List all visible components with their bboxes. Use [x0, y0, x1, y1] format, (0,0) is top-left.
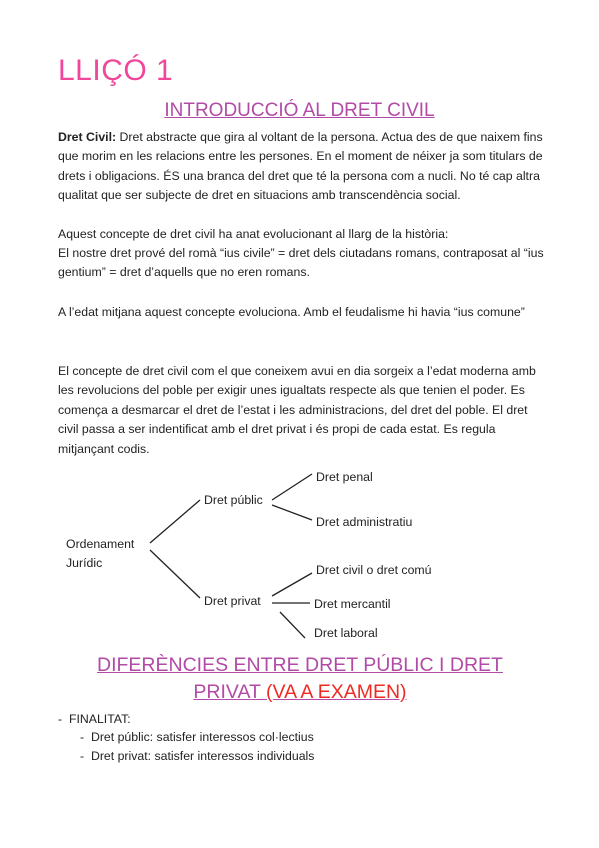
paragraph-middle-ages: A l’edat mitjana aquest concepte evoluciona. Amb el feudalisme hi havia “ius comune”	[58, 305, 525, 319]
definition-text: Dret abstracte que gira al voltant de la persona. Actua des de que naixem fins que morim en les relacions entre les persones. En el moment de néixer ja som titulars de drets i obligacions. ÉS una branca del dret que té la persona com a nucli. No té cap altra qualitat que ser subjecte de dret en situacions amb transcendència social.	[58, 130, 543, 203]
list-subitem-public	[80, 730, 314, 744]
list-item-finalitat	[58, 712, 131, 726]
branch-public-admin	[272, 505, 312, 520]
tree-root-line2: Jurídic	[66, 556, 103, 570]
section-heading-differences	[40, 652, 560, 706]
exam-note: (VA A EXAMEN)	[266, 681, 407, 703]
tree-node-public: Dret públic	[204, 493, 263, 507]
list-subitem-private	[80, 749, 314, 763]
branch-public-penal	[272, 474, 312, 500]
tree-leaf-penal: Dret penal	[316, 470, 373, 484]
tree-leaf-mercantil: Dret mercantil	[314, 597, 391, 611]
page-title: LLIÇÓ 1	[58, 54, 174, 87]
tree-leaf-civil: Dret civil o dret comú	[316, 563, 432, 577]
branch-root-public	[150, 500, 200, 543]
heading-line2	[40, 679, 560, 706]
list-subitem-label: Dret públic: satisfer interessos col·lectius	[90, 730, 314, 744]
section-heading-intro: INTRODUCCIÓ AL DRET CIVIL	[164, 100, 435, 121]
bullet-dash-icon: -	[58, 712, 69, 726]
tree-leaf-laboral: Dret laboral	[314, 626, 378, 640]
list-item-label: FINALITAT:	[68, 712, 131, 726]
branch-root-private	[150, 550, 200, 598]
branch-private-civil	[272, 573, 312, 596]
paragraph-modern-age: El concepte de dret civil com el que coneixem avui en dia sorgeix a l’edat moderna amb les revolucions del poble per exigir unes igualtats respecte als que tenien el poder. Es comença a desmarcar el dret de l’estat i les administracions, del dret del poble. El dret civil passa a ser indentificat amb el dret privat i és propi de cada estat. Es regula mitjançant codis.	[58, 364, 536, 456]
branch-private-laboral	[280, 612, 305, 638]
tree-leaf-admin: Dret administratiu	[316, 515, 413, 529]
heading-line2-text: PRIVAT	[193, 681, 267, 703]
heading-line1: DIFERÈNCIES ENTRE DRET PÚBLIC I DRET	[97, 654, 503, 676]
tree-node-private: Dret privat	[204, 594, 261, 608]
paragraph-roman-law: El nostre dret prové del romà “ius civile” = dret dels ciutadans romans, contraposat al “ius gentium” = dret d’aquells que no eren romans.	[58, 246, 544, 280]
paragraph-evolution: Aquest concepte de dret civil ha anat evolucionant al llarg de la història:	[58, 227, 449, 241]
tree-root-line1: Ordenament	[66, 537, 135, 551]
bullet-dash-icon: -	[80, 749, 91, 763]
bullet-dash-icon: -	[80, 730, 91, 744]
term-label: Dret Civil:	[58, 130, 117, 144]
list-subitem-label: Dret privat: satisfer interessos individuals	[90, 749, 315, 763]
